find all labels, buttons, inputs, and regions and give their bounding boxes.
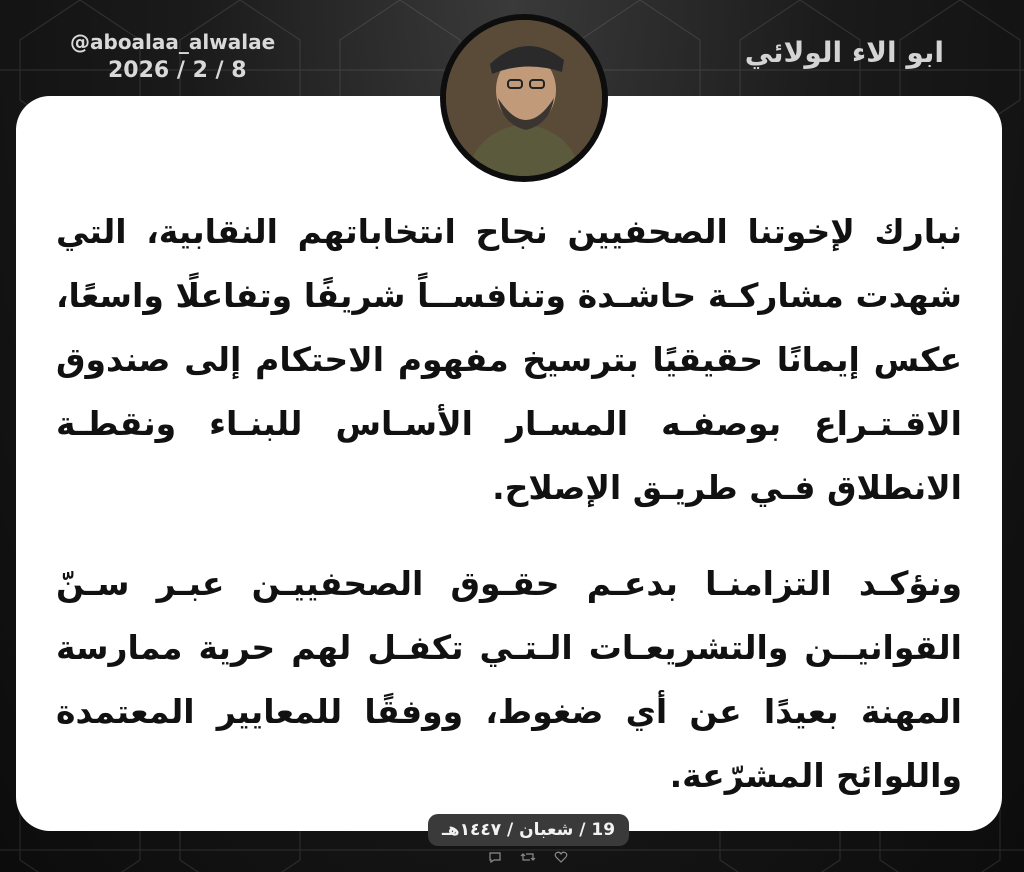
tweet-actions (488, 850, 568, 868)
avatar[interactable] (440, 14, 608, 182)
post-card (16, 96, 1002, 831)
post-date: 2026 / 2 / 8 (108, 58, 247, 83)
author-name[interactable]: ابو الاء الولائي (744, 36, 944, 69)
reply-icon[interactable] (488, 850, 502, 868)
hijri-date-badge: 19 / شعبان / ١٤٤٧هـ (428, 814, 629, 846)
account-handle[interactable]: @aboalaa_alwalae (70, 30, 276, 54)
post-paragraph-1: نبارك لإخوتنا الصحفيين نجاح انتخاباتهم النقابية، التي شهدت مشاركـة حاشـدة وتنافســاً شريفًا وتفاعلًا واسعًا، عكس إيمانًا حقيقيًا بترسيخ مفهوم الاحتكام إلى صندوق الاقـتـراع بوصفـه المسـار الأسـاس للبنـاء ونقطـة الانطلاق فـي طريـق الإصلاح. (56, 212, 962, 507)
retweet-icon[interactable] (520, 850, 536, 868)
post-paragraph-2: ونؤكـد التزامنـا بدعـم حقـوق الصحفييـن عبـر سـنّ القوانيــن والتشريعـات الـتـي تكفـل لهم حرية ممارسة المهنة بعيدًا عن أي ضغوط، ووفقًا للمعايير المعتمدة واللوائح المشرّعة. (56, 564, 962, 795)
avatar-image (446, 20, 602, 176)
heart-icon[interactable] (554, 850, 568, 868)
